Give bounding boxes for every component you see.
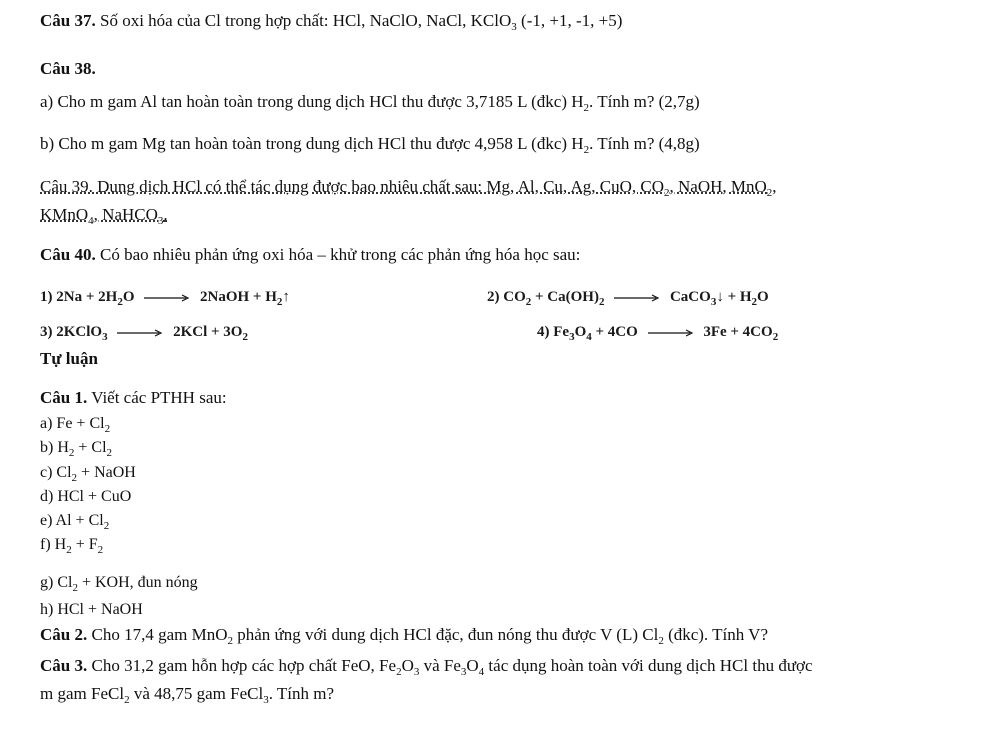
r4-lhs-sub1: 3 xyxy=(569,331,575,343)
q37-text: Số oxi hóa của Cl trong hợp chất: HCl, NaClO, NaCl, KClO xyxy=(99,11,512,30)
reaction-3 xyxy=(40,321,248,343)
c1c-sub: 2 xyxy=(71,472,78,484)
q38-part-a xyxy=(40,91,700,113)
c2-a: Cho 17,4 gam MnO xyxy=(91,625,228,644)
arrow-icon xyxy=(144,293,190,303)
c3-l2s1: 2 xyxy=(124,694,130,706)
r3-lhs-sub: 3 xyxy=(102,331,108,343)
r2-lhs-sub2: 2 xyxy=(598,296,605,308)
r4-lhs: Fe xyxy=(553,324,570,340)
question-c2 xyxy=(40,624,768,646)
c2-sub1: 2 xyxy=(227,635,233,647)
q39-sub4: 3 xyxy=(157,215,164,227)
q39-sub1: 2 xyxy=(664,187,670,199)
question-39-line1 xyxy=(40,176,777,198)
c2-label: Câu 2. xyxy=(40,625,88,644)
r4-lhs-b: O xyxy=(574,324,587,340)
q38b-sub: 2 xyxy=(583,144,590,156)
r3-rhs: 2KCl + 3O xyxy=(173,324,243,340)
arrow-icon xyxy=(614,293,660,303)
c1d-pre: d) HCl + CuO xyxy=(40,488,132,505)
c1g-post: + KOH, đun nóng xyxy=(77,574,198,591)
essay-heading: Tự luận xyxy=(40,349,98,368)
c2-b: phản ứng với dung dịch HCl đặc, đun nóng thu được V (L) Cl xyxy=(232,625,659,644)
r2-lhs-b: + Ca(OH) xyxy=(531,289,599,305)
c1f-post: + F xyxy=(71,536,98,553)
q39-kmno4: KMnO xyxy=(40,205,89,224)
c3-b: O xyxy=(401,656,414,675)
c1h-pre: h) HCl + NaOH xyxy=(40,601,143,618)
q38a-tail: . Tính m? (2,7g) xyxy=(589,92,700,111)
r1-rhs-b: ↑ xyxy=(282,289,290,305)
c3-d: O xyxy=(466,656,479,675)
question-39-line2 xyxy=(40,204,168,226)
c1f-pre: f) H xyxy=(40,536,67,553)
q40-label: Câu 40. xyxy=(40,245,96,264)
c2-sub2: 2 xyxy=(658,635,664,647)
arrow-icon xyxy=(648,328,694,338)
r2-num: 2) xyxy=(487,289,500,305)
c1-item-f xyxy=(40,534,103,556)
c1-heading xyxy=(40,387,227,409)
q38a-text: a) Cho m gam Al tan hoàn toàn trong dung dịch HCl thu được 3,7185 L (đkc) H xyxy=(40,92,584,111)
c1-item-d xyxy=(40,486,131,508)
question-40 xyxy=(40,244,580,266)
c1b-post: + Cl xyxy=(74,439,107,456)
q38-label: Câu 38. xyxy=(40,59,96,78)
reaction-4 xyxy=(537,321,778,343)
c1-item-e xyxy=(40,510,109,532)
r4-lhs-c: + 4CO xyxy=(591,324,638,340)
r1-rhs: 2NaOH + H xyxy=(199,289,277,305)
c3-l2s2: 3 xyxy=(263,694,269,706)
q39-tail: , NaOH, MnO xyxy=(669,177,767,196)
c3-s4: 4 xyxy=(478,666,485,678)
q38-part-b xyxy=(40,133,700,155)
r2-lhs: CO xyxy=(503,289,526,305)
r3-rhs-sub: 2 xyxy=(242,331,248,343)
r2-rhs-b: ↓ + H xyxy=(716,289,752,305)
r4-lhs-sub2: 4 xyxy=(586,331,592,343)
r1-lhs-sub: 2 xyxy=(117,296,123,308)
c3-c: và Fe xyxy=(419,656,461,675)
c3-label: Câu 3. xyxy=(40,656,88,675)
c1a-sub: 2 xyxy=(104,423,111,435)
c3-l2b: và 48,75 gam FeCl xyxy=(129,684,264,703)
r2-rhs-sub2: 2 xyxy=(751,296,758,308)
r4-rhs: 3Fe + 4CO xyxy=(703,324,773,340)
question-c3-line1 xyxy=(40,655,813,677)
q39-period: . xyxy=(163,205,168,224)
c1-text: Viết các PTHH sau: xyxy=(91,388,227,407)
c3-s3: 3 xyxy=(460,666,467,678)
reaction-1 xyxy=(40,286,290,308)
q40-text: Có bao nhiêu phản ứng oxi hóa – khử trong các phản ứng hóa học sau: xyxy=(99,245,581,264)
c1-item-g xyxy=(40,572,198,594)
q39-nahco3: , NaHCO xyxy=(93,205,158,224)
c3-l2c: . Tính m? xyxy=(268,684,335,703)
c1b-pre: b) H xyxy=(40,439,69,456)
arrow-icon xyxy=(117,328,163,338)
q39-sub2: 2 xyxy=(766,187,773,199)
q39-sub3: 4 xyxy=(88,215,94,227)
c3-l2a: m gam FeCl xyxy=(40,684,125,703)
q37-sub: 3 xyxy=(511,21,517,33)
r1-lhs: 2Na + 2H xyxy=(56,289,118,305)
question-37 xyxy=(40,10,622,32)
r1-lhs-b: O xyxy=(122,289,135,305)
r3-lhs: 2KClO xyxy=(56,324,103,340)
q37-answer: (-1, +1, -1, +5) xyxy=(521,11,623,30)
c1c-pre: c) Cl xyxy=(40,464,72,481)
c1-item-c xyxy=(40,462,136,484)
r4-num: 4) xyxy=(537,324,550,340)
c1b-sub2: 2 xyxy=(106,447,113,459)
c1g-sub: 2 xyxy=(72,582,78,594)
q39-end: , xyxy=(772,177,777,196)
q38b-text: b) Cho m gam Mg tan hoàn toàn trong dung dịch HCl thu được 4,958 L (đkc) H xyxy=(40,134,584,153)
r1-num: 1) xyxy=(40,289,53,305)
c1-item-h xyxy=(40,599,143,621)
c3-s2: 3 xyxy=(413,666,420,678)
c1e-sub: 2 xyxy=(103,520,110,532)
c1c-post: + NaOH xyxy=(77,464,136,481)
q39-text: Câu 39. Dung dịch HCl có thể tác dụng được bao nhiêu chất sau: Mg, Al, Cu, Ag, CuO, CO xyxy=(40,177,664,196)
q38b-tail: . Tính m? (4,8g) xyxy=(589,134,700,153)
c1e-pre: e) Al + Cl xyxy=(40,512,104,529)
c3-e: tác dụng hoàn toàn với dung dịch HCl thu được xyxy=(484,656,813,675)
r2-lhs-sub1: 2 xyxy=(525,296,532,308)
r2-rhs-sub1: 3 xyxy=(710,296,717,308)
c1f-sub2: 2 xyxy=(97,544,104,556)
r4-rhs-sub: 2 xyxy=(772,331,779,343)
r1-rhs-sub: 2 xyxy=(276,296,283,308)
r2-rhs: CaCO xyxy=(669,289,711,305)
c1f-sub: 2 xyxy=(66,544,72,556)
question-c3-line2 xyxy=(40,683,334,705)
c1-item-b xyxy=(40,437,112,459)
q38a-sub: 2 xyxy=(583,102,590,114)
c1a-pre: a) Fe + Cl xyxy=(40,415,105,432)
c1-label: Câu 1. xyxy=(40,388,88,407)
q37-label: Câu 37. xyxy=(40,11,96,30)
c3-s1: 2 xyxy=(396,666,402,678)
reaction-2 xyxy=(487,286,769,308)
c1g-pre: g) Cl xyxy=(40,574,73,591)
c2-c: (đkc). Tính V? xyxy=(663,625,768,644)
c3-a: Cho 31,2 gam hỗn hợp các hợp chất FeO, Fe xyxy=(91,656,397,675)
r2-rhs-c: O xyxy=(757,289,769,305)
r3-num: 3) xyxy=(40,324,53,340)
c1-item-a xyxy=(40,413,110,435)
c1b-sub: 2 xyxy=(68,447,75,459)
